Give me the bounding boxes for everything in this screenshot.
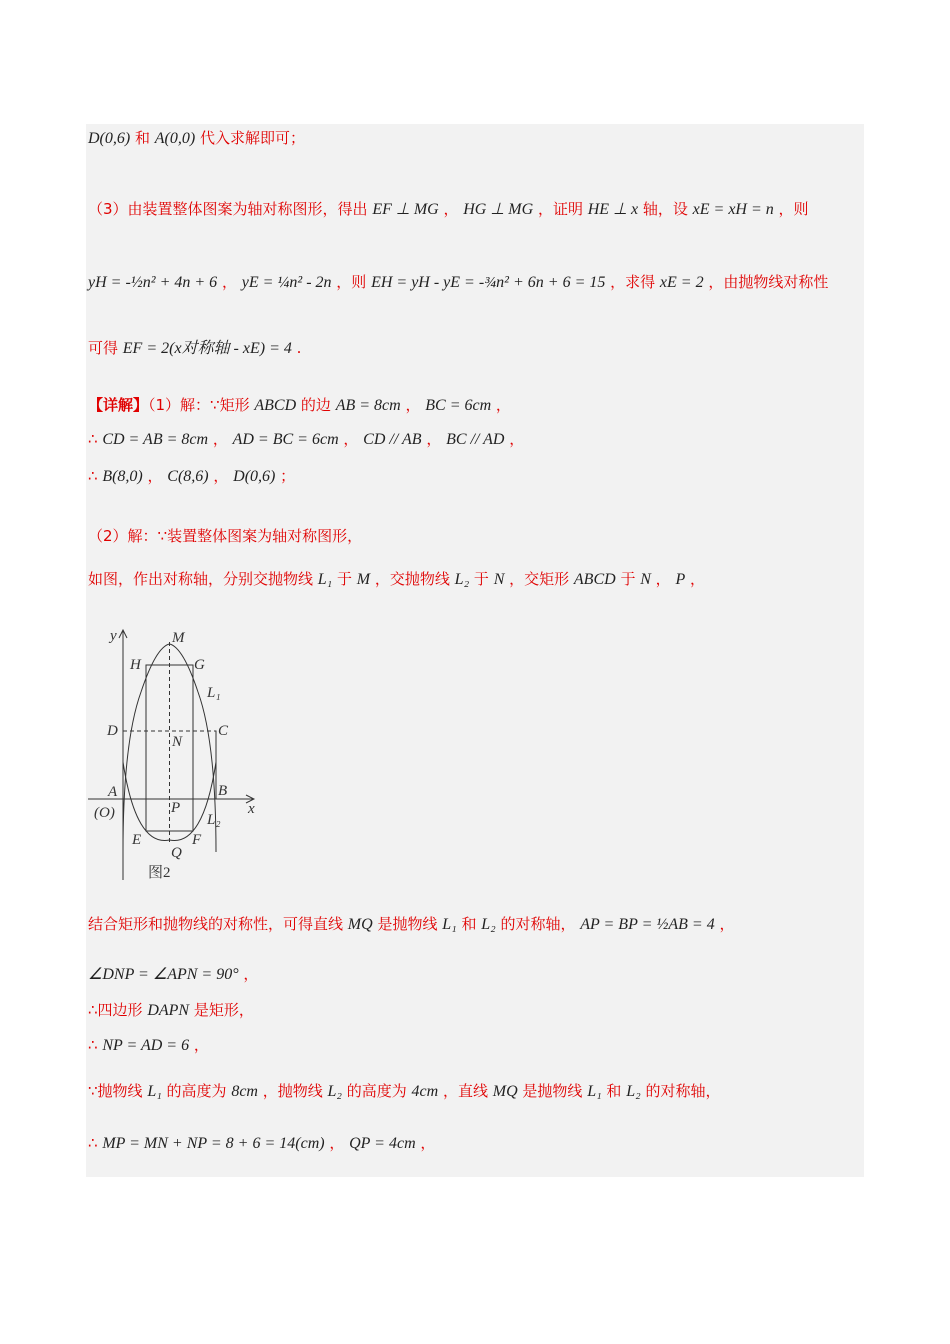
math-expression: xE = 2 [659,274,704,291]
explanation-text: ∴ [88,467,103,485]
label-g: G [194,657,205,673]
explanation-text: ， [685,570,706,588]
text-line [88,526,362,546]
label-x: x [248,801,255,817]
explanation-text: ， [491,396,511,414]
math-expression: AP = BP = ½AB = 4 [580,916,715,933]
explanation-text: ， [217,273,242,291]
label-f: F [192,832,202,848]
label-l2: L₂ [207,812,221,828]
math-expression: D(0,6) [233,468,276,485]
explanation-text: （3）由装置整体图案为轴对称图形，得出 [88,200,373,218]
math-expression: MQ [492,1083,518,1100]
math-expression: L₂ [327,1083,342,1100]
explanation-text: ， [189,1036,209,1054]
label-h: H [130,657,141,673]
text-line [88,1000,254,1021]
math-expression: ABCD [254,397,297,414]
label-c: C [218,723,229,739]
math-expression: L₂ [626,1083,641,1100]
explanation-text: ，抛物线 [257,1082,328,1100]
text-line [88,272,828,293]
text-line [88,964,258,985]
label-q: Q [171,845,182,861]
label-n: N [172,734,183,750]
math-expression: B(8,0) [102,468,143,485]
explanation-text: ， [438,200,464,218]
explanation-text: 的高度为 [342,1082,412,1100]
label-p: P [171,800,181,816]
label-y: y [110,628,117,644]
explanation-text: ∴四边形 [88,1001,148,1019]
parabola-l2 [123,762,216,841]
math-expression: CD = AB = 8cm [102,431,209,448]
text-line [88,1035,209,1056]
explanation-text: ， [324,1134,350,1152]
math-expression: L₁ [442,916,457,933]
text-line [88,429,524,450]
math-expression: ∠DNP = ∠APN = 90° [88,966,239,983]
math-expression: EF ⊥ MG [372,201,439,218]
math-expression: P [675,571,686,588]
explanation-text: ∴ [88,1036,103,1054]
explanation-text: ，由抛物线对称性 [703,273,829,291]
figure-caption: 图2 [148,865,171,881]
explanation-text: ， [504,430,525,448]
math-expression: L₂ [454,571,470,588]
explanation-text: 是矩形， [189,1001,254,1019]
explanation-text: 代入求解即可； [195,129,305,147]
math-expression: yH = -½n² + 4n + 6 [88,274,218,291]
explanation-text: 的边 [296,396,336,414]
explanation-text: ， [238,965,259,983]
math-expression: AB = 8cm [335,397,401,414]
figure-2-diagram [86,622,266,884]
explanation-text: 的高度为 [161,1082,232,1100]
explanation-text: ∵抛物线 [88,1082,148,1100]
math-expression: MQ [347,916,373,933]
math-expression: CD // AB [363,431,422,448]
math-expression: HE ⊥ x [587,201,639,218]
explanation-text: ， [208,430,233,448]
explanation-text: 可得 [88,339,123,357]
explanation-text: （1）解：∵矩形 [148,396,255,414]
math-expression: EF = 2(x对称轴 - xE) = 4 [122,340,292,357]
math-expression: BC = 6cm [425,397,492,414]
explanation-text: 于 [469,570,494,588]
explanation-text: ， [714,915,735,933]
explanation-text: ， [421,430,447,448]
explanation-text: ， [650,570,676,588]
label-d: D [107,723,118,739]
math-expression: ABCD [573,571,616,588]
math-expression: D(0,6) [88,130,131,147]
text-line [88,1081,720,1102]
math-expression: L₁ [317,571,333,588]
explanation-text: 于 [332,570,357,588]
math-expression: HG ⊥ MG [463,201,534,218]
explanation-text: ∴ [88,1134,103,1152]
text-line [88,569,705,590]
explanation-text: ，交矩形 [504,570,574,588]
math-expression: 4cm [411,1083,439,1100]
math-expression: L₁ [147,1083,162,1100]
explanation-text: ， [338,430,364,448]
label-m: M [172,630,185,646]
math-expression: N [493,571,505,588]
math-expression: DAPN [147,1002,190,1019]
math-expression: MP = MN + NP = 8 + 6 = 14(cm) [102,1135,325,1152]
math-expression: L₁ [587,1083,602,1100]
math-expression: A(0,0) [154,130,196,147]
math-expression: yE = ¼n² - 2n [241,274,332,291]
math-expression: 8cm [231,1083,258,1100]
text-line [88,395,511,416]
label-o: (O) [94,805,115,821]
text-line [88,199,809,220]
text-line [88,338,301,359]
explanation-text: 于 [615,570,641,588]
explanation-text: 结合矩形和抛物线的对称性，可得直线 [88,915,348,933]
math-expression: N [640,571,651,588]
label-a: A [108,784,118,800]
explanation-text: ， [142,467,168,485]
text-line [88,1133,435,1154]
explanation-text: 的对称轴， [495,915,581,933]
explanation-text: ，交抛物线 [370,570,455,588]
explanation-text: ； [275,467,296,485]
math-expression: L₂ [481,916,496,933]
label-l1: L₁ [207,685,221,701]
explanation-text: ， [208,467,234,485]
explanation-text: 和 [601,1082,627,1100]
math-expression: NP = AD = 6 [102,1037,190,1054]
explanation-text: ∴ [88,430,103,448]
section-heading: 【详解】 [88,396,149,414]
label-e: E [132,832,142,848]
explanation-text: ，求得 [605,273,660,291]
text-line [88,128,305,149]
explanation-text: 的对称轴， [640,1082,721,1100]
text-line [88,914,734,935]
explanation-text: ，直线 [438,1082,493,1100]
explanation-text: ， [400,396,426,414]
explanation-text: 是抛物线 [517,1082,588,1100]
explanation-text: ，则 [773,200,809,218]
explanation-text: 如图，作出对称轴，分别交抛物线 [88,570,318,588]
explanation-text: （2）解：∵装置整体图案为轴对称图形， [88,527,363,545]
text-line [88,466,295,487]
explanation-text: . [291,339,302,357]
explanation-text: 轴，设 [638,200,693,218]
math-expression: QP = 4cm [349,1135,416,1152]
math-expression: M [356,571,371,588]
explanation-text: ， [415,1134,436,1152]
math-expression: BC // AD [446,431,505,448]
explanation-text: ，则 [331,273,372,291]
math-expression: EH = yH - yE = -¾n² + 6n + 6 = 15 [371,274,606,291]
explanation-text: ，证明 [533,200,588,218]
explanation-text: 是抛物线 [372,915,443,933]
explanation-text: 和 [130,129,155,147]
math-expression: AD = BC = 6cm [232,431,339,448]
math-expression: xE = xH = n [692,201,774,218]
label-b: B [218,783,228,799]
explanation-text: 和 [456,915,482,933]
math-expression: C(8,6) [167,468,209,485]
